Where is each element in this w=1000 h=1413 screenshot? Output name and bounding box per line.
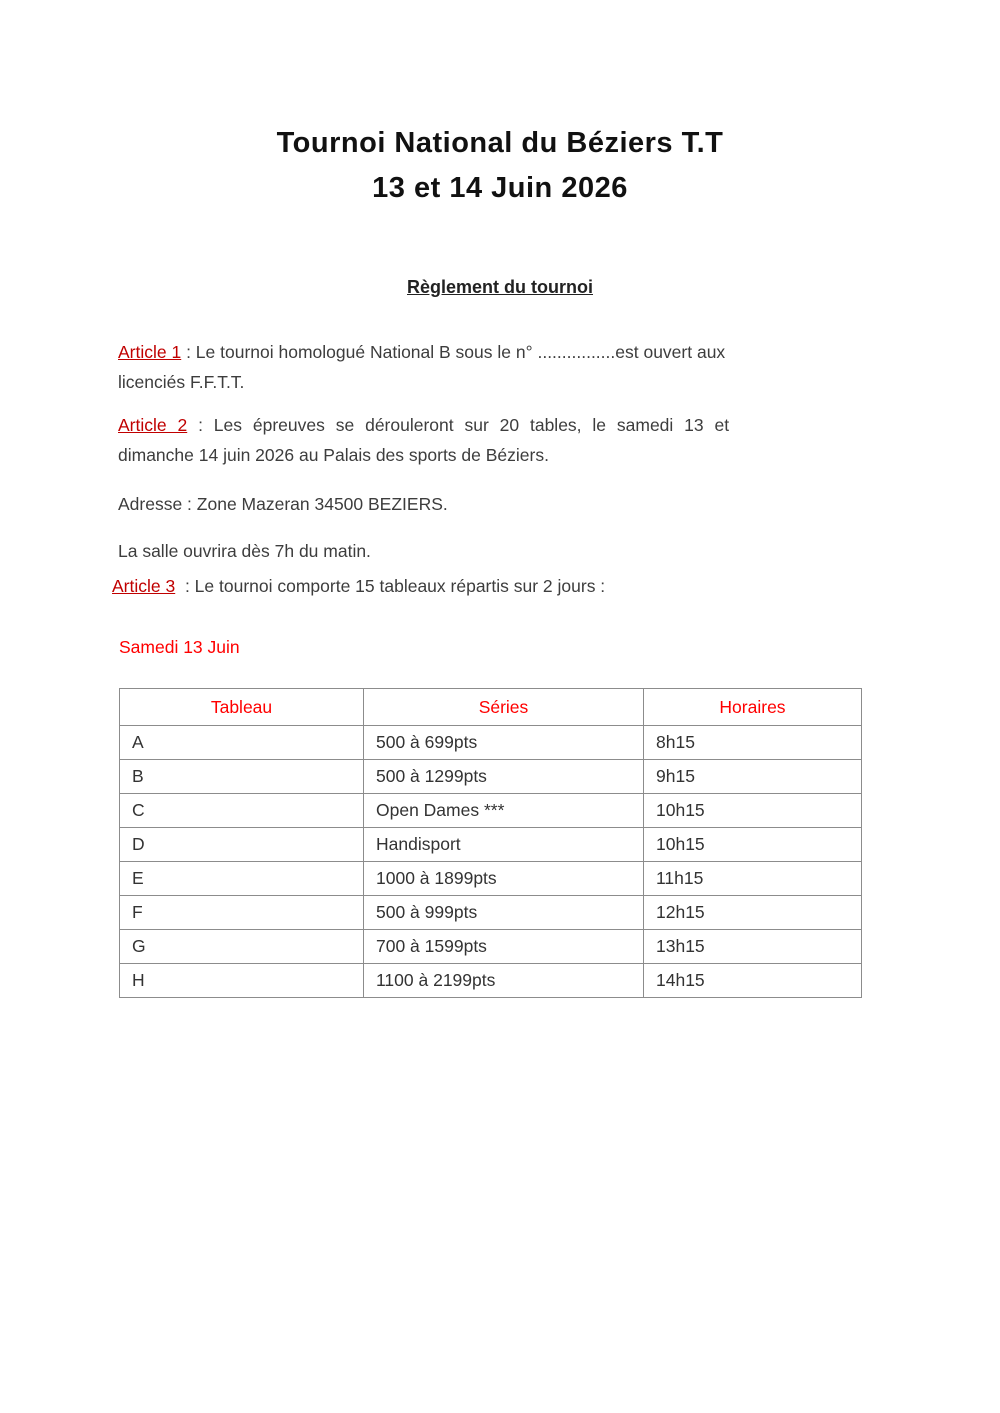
article-1-label: Article 1: [118, 342, 182, 362]
cell-series: 500 à 1299pts: [364, 760, 644, 794]
article-3-text: : Le tournoi comporte 15 tableaux répartis sur 2 jours :: [175, 576, 606, 596]
article-1-text-line1: : Le tournoi homologué National B sous le n° ................est ouvert aux: [181, 342, 726, 362]
schedule-table: [119, 688, 862, 998]
cell-tableau: F: [120, 896, 364, 930]
paragraph-opening-time: La salle ouvrira dès 7h du matin.: [118, 541, 371, 561]
cell-horaires: 13h15: [644, 930, 862, 964]
cell-series: Handisport: [364, 828, 644, 862]
cell-series: 700 à 1599pts: [364, 930, 644, 964]
table-row: [120, 964, 862, 998]
document-title-line2: 13 et 14 Juin 2026: [372, 172, 628, 204]
cell-series: 1100 à 2199pts: [364, 964, 644, 998]
document-title-line1: Tournoi National du Béziers T.T: [276, 127, 724, 159]
cell-horaires: 10h15: [644, 828, 862, 862]
cell-tableau: B: [120, 760, 364, 794]
cell-tableau: H: [120, 964, 364, 998]
cell-horaires: 9h15: [644, 760, 862, 794]
cell-series: Open Dames ***: [364, 794, 644, 828]
paragraph-article-3: [112, 571, 788, 601]
column-header-horaires: Horaires: [644, 689, 862, 726]
table-row: [120, 896, 862, 930]
cell-horaires: 8h15: [644, 726, 862, 760]
day-heading-samedi: Samedi 13 Juin: [119, 637, 240, 657]
table-row: [120, 862, 862, 896]
paragraph-article-2: [118, 410, 794, 470]
cell-tableau: E: [120, 862, 364, 896]
cell-horaires: 10h15: [644, 794, 862, 828]
cell-series: 1000 à 1899pts: [364, 862, 644, 896]
table-row: [120, 828, 862, 862]
column-header-tableau: Tableau: [120, 689, 364, 726]
table-row: [120, 760, 862, 794]
paragraph-article-1: [118, 337, 794, 397]
column-header-series: Séries: [364, 689, 644, 726]
cell-horaires: 14h15: [644, 964, 862, 998]
article-2-label: Article 2: [118, 415, 188, 435]
cell-series: 500 à 699pts: [364, 726, 644, 760]
article-2-text-line2: dimanche 14 juin 2026 au Palais des sports de Béziers.: [118, 445, 549, 465]
cell-horaires: 12h15: [644, 896, 862, 930]
section-heading-reglement: Règlement du tournoi: [407, 277, 593, 297]
article-1-text-line2: licenciés F.F.T.T.: [118, 372, 245, 392]
article-2-text-line1: : Les épreuves se dérouleront sur 20 tables, le samedi 13 et: [187, 415, 730, 435]
cell-series: 500 à 999pts: [364, 896, 644, 930]
document-title: [0, 121, 1000, 211]
table-header-row: [120, 689, 862, 726]
article-3-label: Article 3: [112, 576, 176, 596]
table-row: [120, 794, 862, 828]
table-row: [120, 726, 862, 760]
cell-horaires: 11h15: [644, 862, 862, 896]
cell-tableau: D: [120, 828, 364, 862]
cell-tableau: G: [120, 930, 364, 964]
cell-tableau: A: [120, 726, 364, 760]
paragraph-address: Adresse : Zone Mazeran 34500 BEZIERS.: [118, 494, 448, 514]
table-row: [120, 930, 862, 964]
cell-tableau: C: [120, 794, 364, 828]
